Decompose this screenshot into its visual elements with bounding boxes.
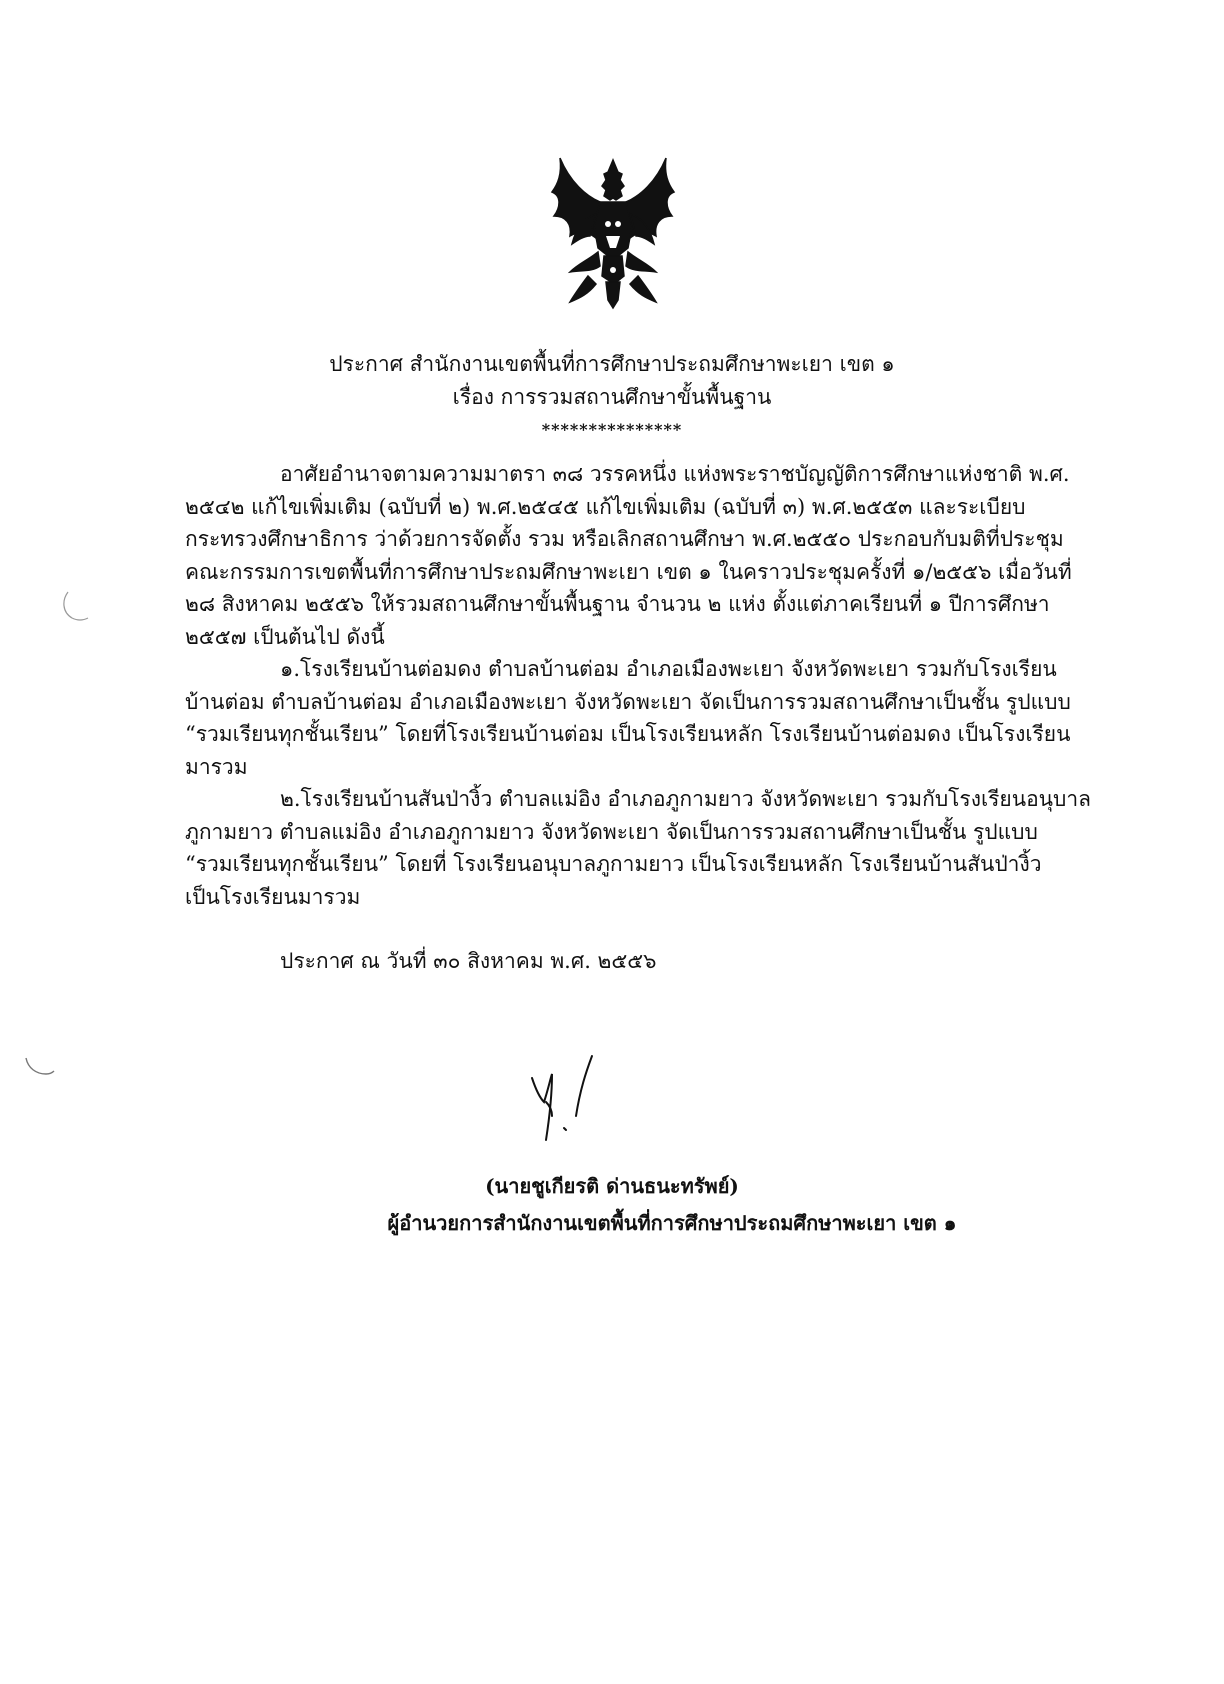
item-2-line: ภูกามยาว ตำบลแม่อิง อำเภอภูกามยาว จังหวัดพะเยา จัดเป็นการรวมสถานศึกษาเป็นชั้น รูปแบบ [185, 819, 1038, 844]
body-line: อาศัยอำนาจตามความมาตรา ๓๘ วรรคหนึ่ง แห่งพระราชบัญญัติการศึกษาแห่งชาติ พ.ศ. [280, 462, 1070, 486]
punch-hole-mark [22, 1044, 56, 1078]
announcement-title: ประกาศ สำนักงานเขตพื้นที่การศึกษาประถมศึกษาพะเยา เขต ๑ [329, 352, 895, 376]
item-1-line: ๑.โรงเรียนบ้านต่อมดง ตำบลบ้านต่อม อำเภอเมืองพะเยา จังหวัดพะเยา รวมกับโรงเรียน [280, 657, 1057, 681]
title-separator: *************** [541, 420, 683, 439]
item-2-line: เป็นโรงเรียนมารวม [185, 884, 361, 909]
signatory-position: ผู้อำนวยการสำนักงานเขตพื้นที่การศึกษาประถมศึกษาพะเยา เขต ๑ [387, 1211, 957, 1235]
item-1-line: มารวม [185, 754, 248, 779]
body-line: ๒๘ สิงหาคม ๒๕๕๖ ให้รวมสถานศึกษาขั้นพื้นฐาน จำนวน ๒ แห่ง ตั้งแต่ภาคเรียนที่ ๑ ปีการศึกษา [185, 592, 1050, 616]
item-2-line: “รวมเรียนทุกชั้นเรียน” โดยที่ โรงเรียนอนุบาลภูกามยาว เป็นโรงเรียนหลัก โรงเรียนบ้านสันป่างิ้ว [185, 852, 1042, 876]
announcement-date: ประกาศ ณ วันที่ ๓๐ สิงหาคม พ.ศ. ๒๕๕๖ [280, 949, 657, 973]
item-1-line: “รวมเรียนทุกชั้นเรียน” โดยที่โรงเรียนบ้านต่อม เป็นโรงเรียนหลัก โรงเรียนบ้านต่อมดง เป็นโรงเรียน [185, 722, 1071, 746]
body-line: กระทรวงศึกษาธิการ ว่าด้วยการจัดตั้ง รวม หรือเลิกสถานศึกษา พ.ศ.๒๕๕๐ ประกอบกับมติที่ประชุม [185, 527, 1064, 551]
body-line: ๒๕๕๗ เป็นต้นไป ดังนี้ [185, 624, 385, 649]
announcement-subject: เรื่อง การรวมสถานศึกษาขั้นพื้นฐาน [452, 385, 772, 409]
garuda-emblem-icon [548, 152, 678, 312]
announcement-body [185, 458, 1092, 978]
item-1-line: บ้านต่อม ตำบลบ้านต่อม อำเภอเมืองพะเยา จังหวัดพะเยา จัดเป็นการรวมสถานศึกษาเป็นชั้น รูปแบบ [185, 689, 1071, 714]
body-line: คณะกรรมการเขตพื้นที่การศึกษาประถมศึกษาพะเยา เขต ๑ ในคราวประชุมครั้งที่ ๑/๒๕๕๖ เมื่อวันที่ [185, 559, 1072, 584]
item-2-line: ๒.โรงเรียนบ้านสันป่างิ้ว ตำบลแม่อิง อำเภอภูกามยาว จังหวัดพะเยา รวมกับโรงเรียนอนุบาล [280, 787, 1092, 811]
body-line: ๒๕๔๒ แก้ไขเพิ่มเติม (ฉบับที่ ๒) พ.ศ.๒๕๔๕ แก้ไขเพิ่มเติม (ฉบับที่ ๓) พ.ศ.๒๕๕๓ และระเบียบ [185, 494, 1026, 519]
handwritten-signature [522, 1050, 642, 1160]
signatory-name: (นายชูเกียรติ ด่านธนะทรัพย์) [485, 1174, 739, 1198]
punch-hole-mark [60, 588, 94, 622]
